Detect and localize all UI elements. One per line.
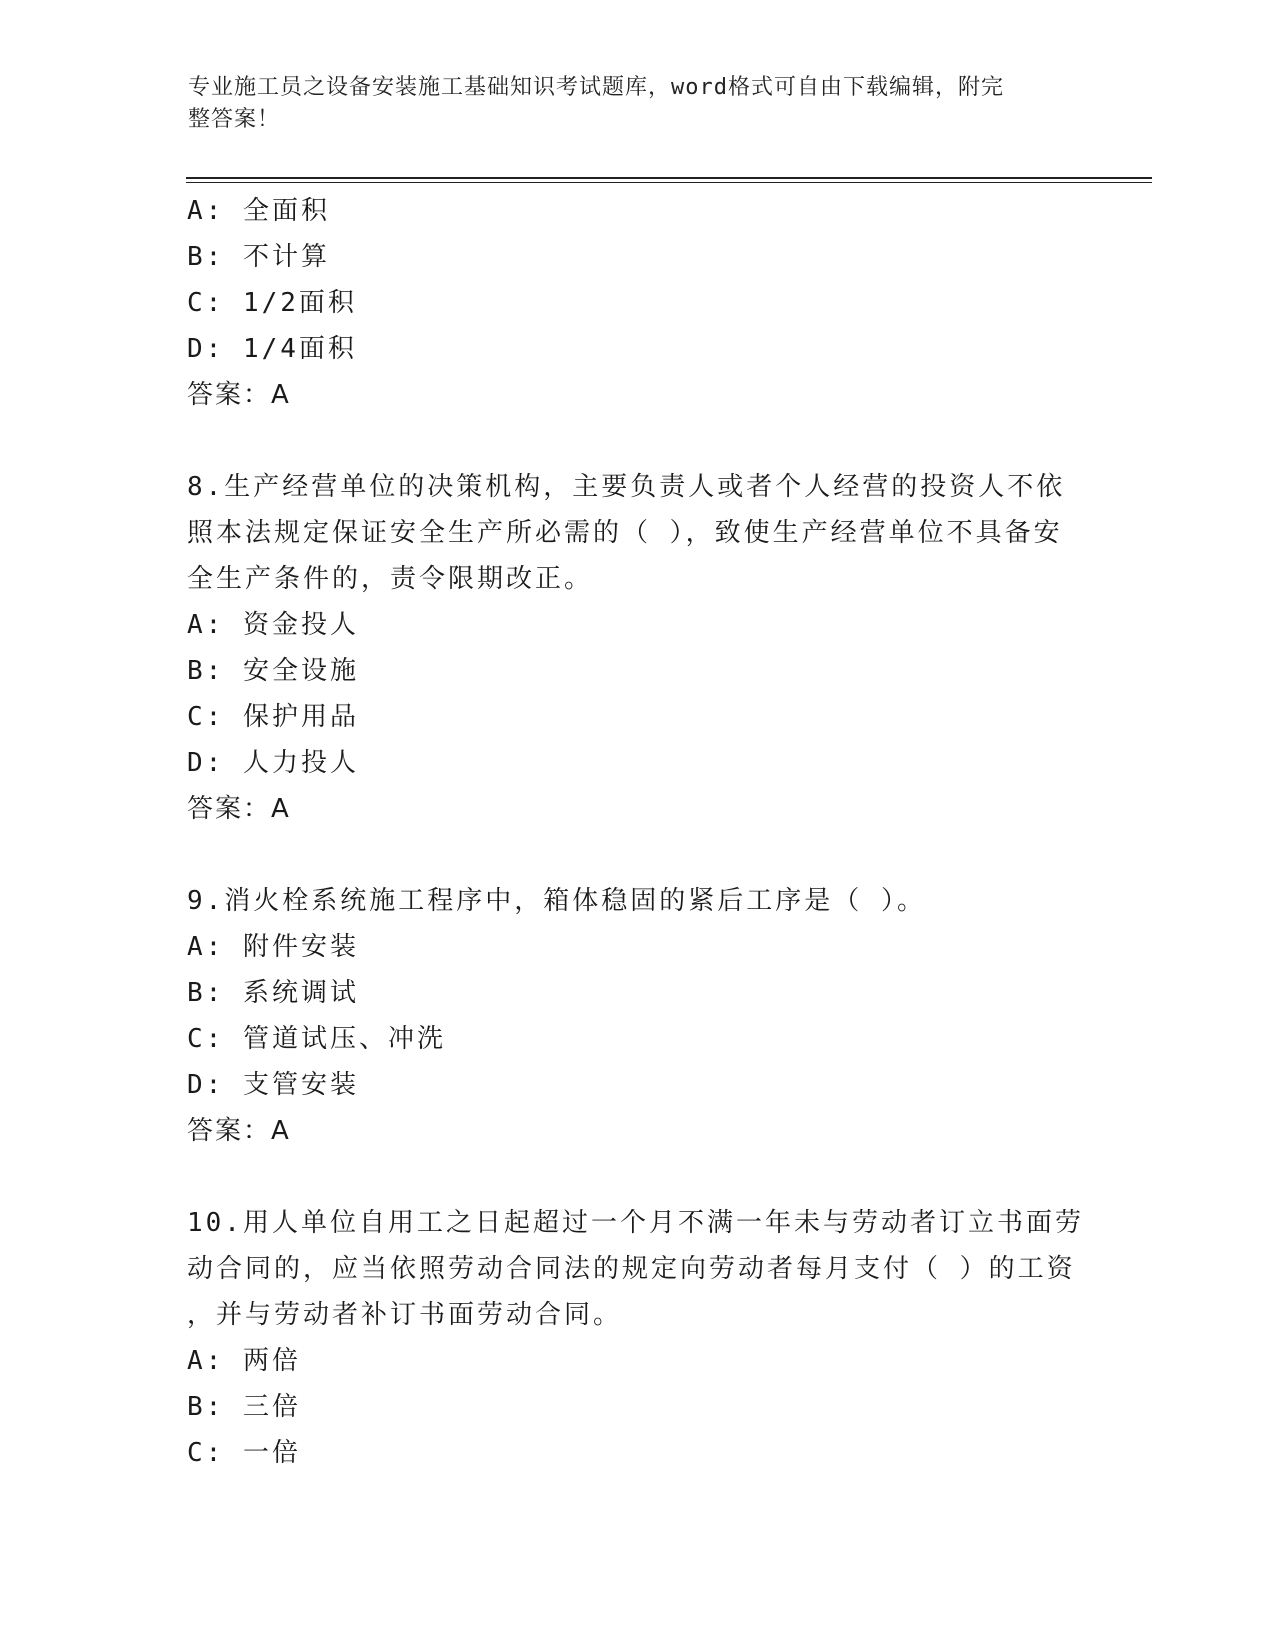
question-text-line: 8.生产经营单位的决策机构，主要负责人或者个人经营的投资人不依 <box>187 472 1066 502</box>
answer-line: 答案：A <box>187 794 291 824</box>
header-line-2: 整答案！ <box>188 107 281 132</box>
document-header <box>188 72 1068 136</box>
option-b: B: 三倍 <box>187 1392 301 1422</box>
question-text-line: ，并与劳动者补订书面劳动合同。 <box>187 1300 623 1330</box>
question-list <box>187 188 1087 1476</box>
question-text-line: 9.消火栓系统施工程序中，箱体稳固的紧后工序是（ ）。 <box>187 886 926 916</box>
question-10 <box>187 1200 1087 1476</box>
question-8 <box>187 464 1087 832</box>
option-b: B: 安全设施 <box>187 656 359 686</box>
question-prev <box>187 188 1087 418</box>
question-text-line: 动合同的，应当依照劳动合同法的规定向劳动者每月支付（ ）的工资 <box>187 1254 1076 1284</box>
option-c: C: 一倍 <box>187 1438 301 1468</box>
option-b: B: 不计算 <box>187 242 330 272</box>
option-c: C: 保护用品 <box>187 702 359 732</box>
option-a: A: 资金投人 <box>187 610 359 640</box>
option-d: D: 支管安装 <box>187 1070 359 1100</box>
option-d: D: 人力投人 <box>187 748 359 778</box>
option-c: C: 管道试压、冲洗 <box>187 1024 446 1054</box>
header-line-1: 专业施工员之设备安装施工基础知识考试题库，word格式可自由下载编辑，附完 <box>188 75 1004 100</box>
answer-line: 答案：A <box>187 380 291 410</box>
answer-line: 答案：A <box>187 1116 291 1146</box>
option-c: C: 1/2面积 <box>187 288 357 318</box>
header-divider-thin <box>186 182 1152 183</box>
header-divider-thick <box>186 177 1152 179</box>
option-b: B: 系统调试 <box>187 978 359 1008</box>
question-9 <box>187 878 1087 1154</box>
option-a: A: 两倍 <box>187 1346 301 1376</box>
option-d: D: 1/4面积 <box>187 334 357 364</box>
option-a: A: 附件安装 <box>187 932 359 962</box>
question-text-line: 10.用人单位自用工之日起超过一个月不满一年未与劳动者订立书面劳 <box>187 1208 1084 1238</box>
option-a: A: 全面积 <box>187 196 330 226</box>
question-text-line: 照本法规定保证安全生产所必需的（ ），致使生产经营单位不具备安 <box>187 518 1063 548</box>
question-text-line: 全生产条件的，责令限期改正。 <box>187 564 594 594</box>
